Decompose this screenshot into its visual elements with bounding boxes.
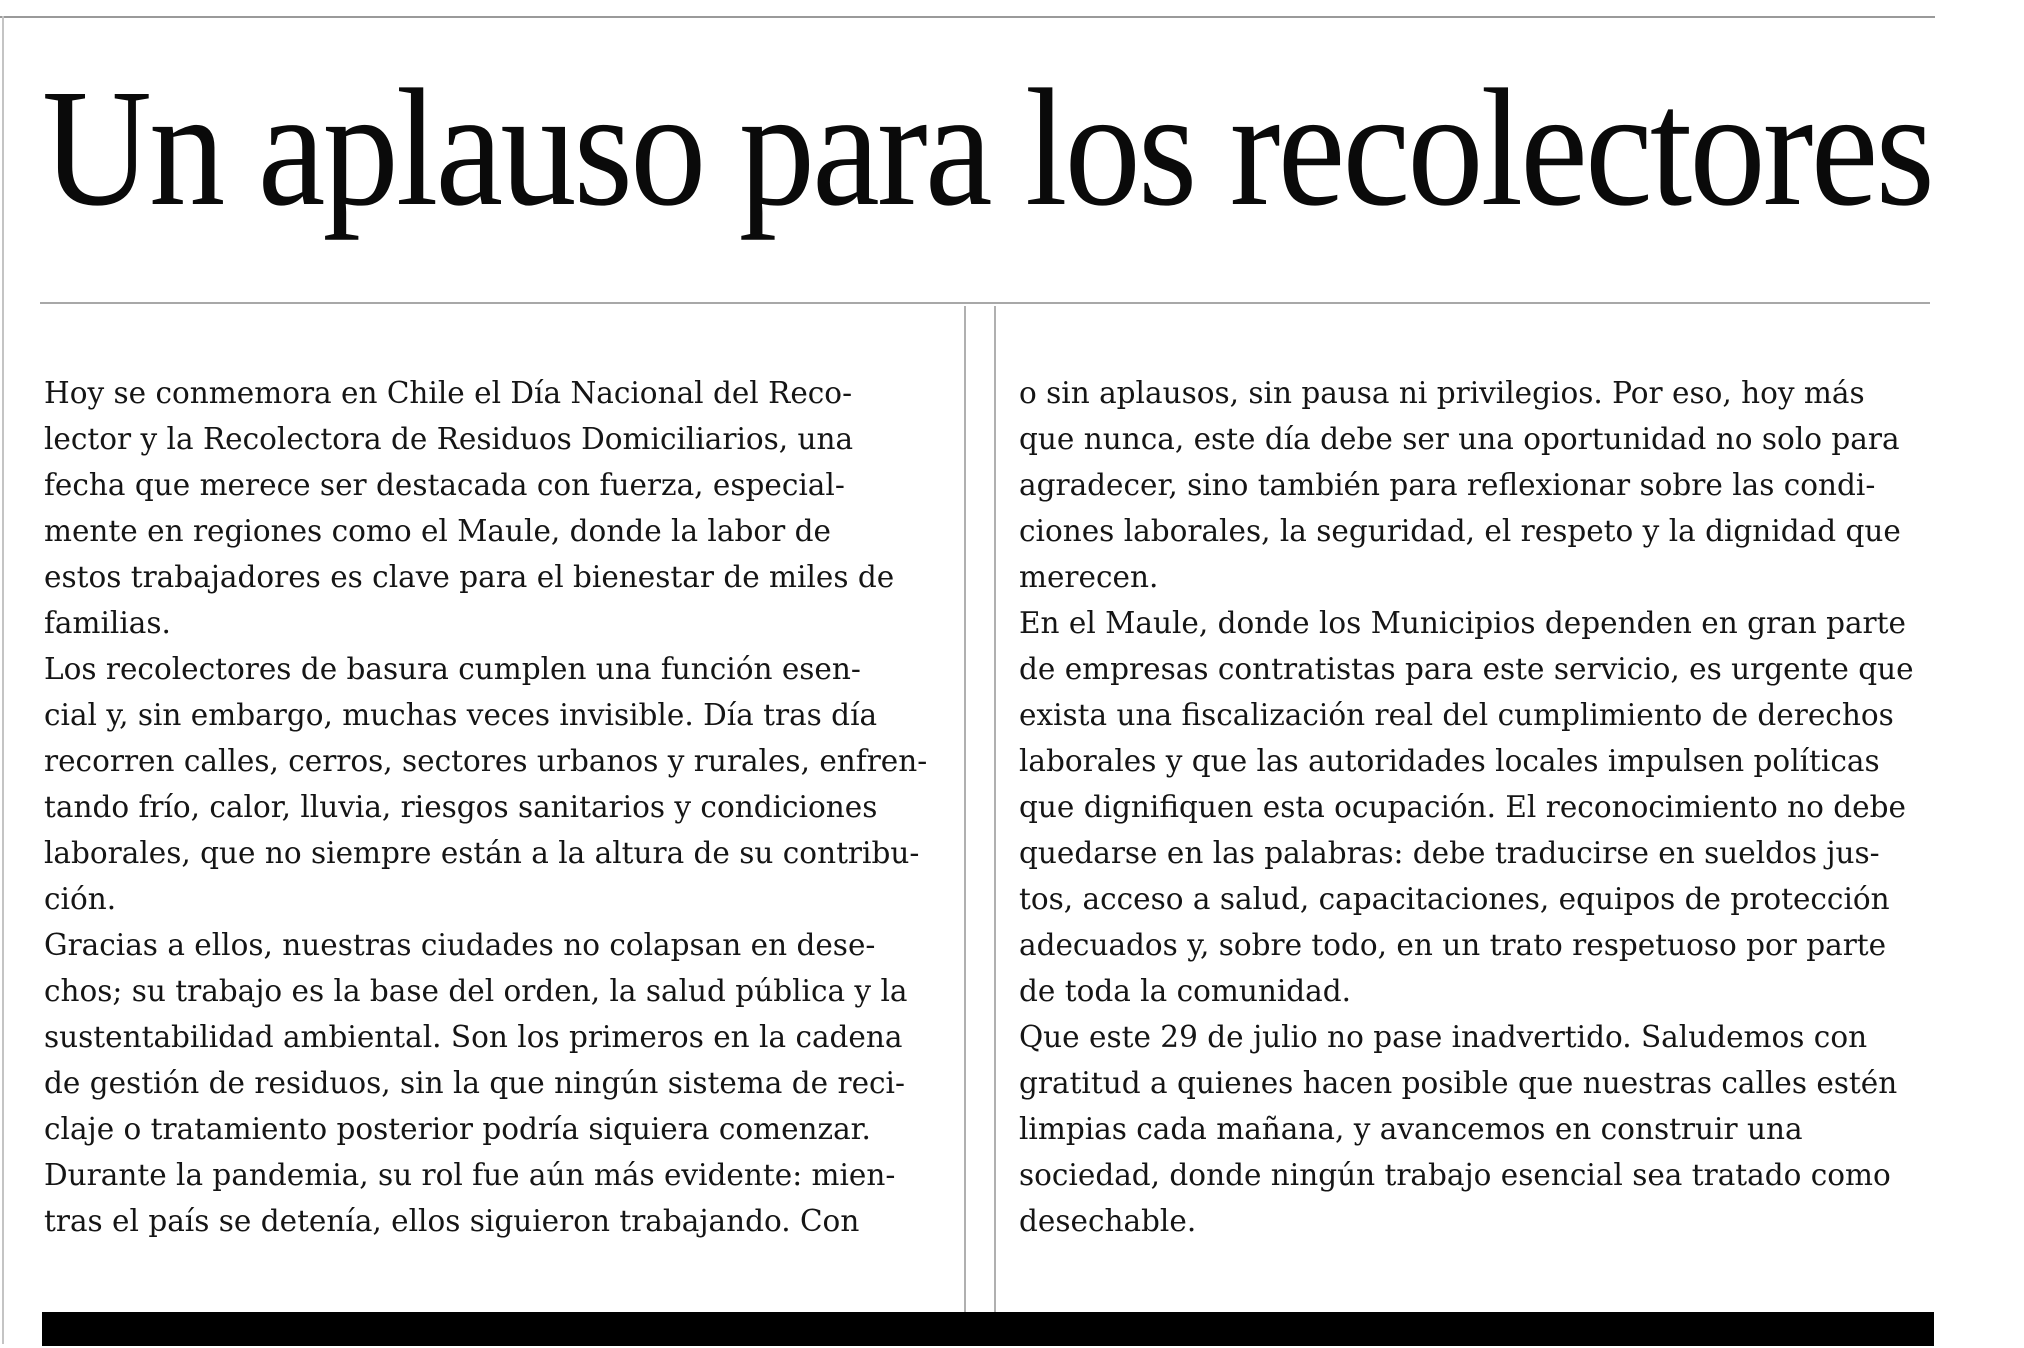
text-line: exista una fiscalización real del cumplimiento de derechos (1019, 698, 1894, 732)
column-divider-right (994, 306, 996, 1314)
text-line: Durante la pandemia, su rol fue aún más evidente: mien- (44, 1158, 896, 1192)
text-line: de empresas contratistas para este servicio, es urgente que (1019, 652, 1914, 686)
text-line: claje o tratamiento posterior podría siquiera comenzar. (44, 1112, 871, 1146)
text-line: de toda la comunidad. (1019, 974, 1352, 1008)
text-line: fecha que merece ser destacada con fuerza, especial- (44, 468, 845, 502)
text-line: desechable. (1019, 1204, 1197, 1238)
text-line: adecuados y, sobre todo, en un trato respetuoso por parte (1019, 928, 1887, 962)
text-line: ción. (44, 882, 117, 916)
text-line: recorren calles, cerros, sectores urbanos y rurales, enfren- (44, 744, 928, 778)
top-rule (0, 16, 1935, 18)
text-line: tos, acceso a salud, capacitaciones, equipos de protección (1019, 882, 1890, 916)
text-line: limpias cada mañana, y avancemos en construir una (1019, 1112, 1803, 1146)
text-line: tando frío, calor, lluvia, riesgos sanitarios y condiciones (44, 790, 878, 824)
text-line: cial y, sin embargo, muchas veces invisible. Día tras día (44, 698, 878, 732)
text-line: gratitud a quienes hacen posible que nuestras calles estén (1019, 1066, 1898, 1100)
text-line: merecen. (1019, 560, 1159, 594)
article-column-right (1019, 370, 1944, 1244)
headline-divider (40, 302, 1930, 304)
text-line: Los recolectores de basura cumplen una función esen- (44, 652, 861, 686)
text-line: o sin aplausos, sin pausa ni privilegios. Por eso, hoy más (1019, 376, 1865, 410)
text-line: lector y la Recolectora de Residuos Domiciliarios, una (44, 422, 854, 456)
text-line: agradecer, sino también para reflexionar sobre las condi- (1019, 468, 1876, 502)
headline: Un aplauso para los recolectores (42, 55, 1933, 241)
text-line: sustentabilidad ambiental. Son los primeros en la cadena (44, 1020, 903, 1054)
text-line: chos; su trabajo es la base del orden, la salud pública y la (44, 974, 908, 1008)
column-divider-left (964, 306, 966, 1314)
left-edge-rule (2, 16, 4, 1344)
text-line: sociedad, donde ningún trabajo esencial sea tratado como (1019, 1158, 1891, 1192)
text-line: tras el país se detenía, ellos siguieron trabajando. Con (44, 1204, 860, 1238)
text-line: que nunca, este día debe ser una oportunidad no solo para (1019, 422, 1900, 456)
text-line: que dignifiquen esta ocupación. El reconocimiento no debe (1019, 790, 1906, 824)
text-line: Que este 29 de julio no pase inadvertido. Saludemos con (1019, 1020, 1868, 1054)
text-line: laborales y que las autoridades locales impulsen políticas (1019, 744, 1880, 778)
text-line: ciones laborales, la seguridad, el respeto y la dignidad que (1019, 514, 1901, 548)
text-line: de gestión de residuos, sin la que ningún sistema de reci- (44, 1066, 905, 1100)
article-column-left (44, 370, 954, 1244)
text-line: En el Maule, donde los Municipios dependen en gran parte (1019, 606, 1906, 640)
text-line: mente en regiones como el Maule, donde la labor de (44, 514, 831, 548)
text-line: Hoy se conmemora en Chile el Día Nacional del Reco- (44, 376, 853, 410)
text-line: quedarse en las palabras: debe traducirse en sueldos jus- (1019, 836, 1880, 870)
text-line: familias. (44, 606, 171, 640)
text-line: Gracias a ellos, nuestras ciudades no colapsan en dese- (44, 928, 876, 962)
text-line: estos trabajadores es clave para el bienestar de miles de (44, 560, 895, 594)
text-line: laborales, que no siempre están a la altura de su contribu- (44, 836, 920, 870)
bottom-black-bar (42, 1312, 1934, 1346)
